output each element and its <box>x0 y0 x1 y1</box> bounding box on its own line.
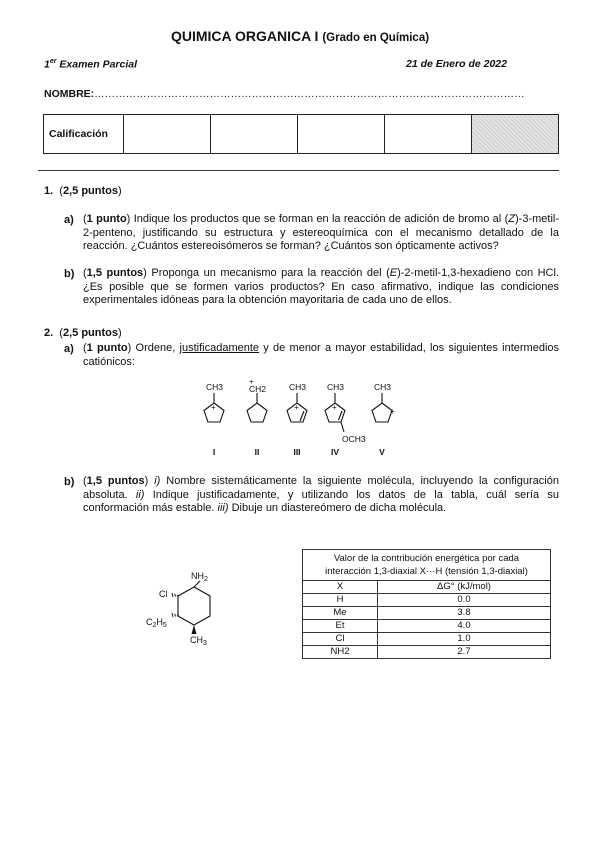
q2a-label: a) <box>64 343 74 355</box>
mol-ch3: $CH_3$ <box>190 635 207 647</box>
struct-III-sub: CH3 <box>289 382 307 392</box>
struct-label: I <box>212 447 216 457</box>
divider <box>38 170 559 171</box>
struct-V-sub: CH3 <box>374 382 392 392</box>
name-field: NOMBRE:…………………………………………………………………………………………………………… <box>44 88 525 100</box>
grade-table <box>43 114 559 154</box>
grade-label: Calificación <box>44 115 124 154</box>
exam-title: QUIMICA ORGANICA I (Grado en Química) <box>170 28 430 44</box>
svg-text:+: + <box>249 380 254 386</box>
q2-heading: 2. (2,5 puntos) <box>44 327 122 339</box>
struct-label: V <box>379 447 385 457</box>
struct-I-sub: CH3 <box>206 382 224 392</box>
struct-II-sub: CH2 <box>249 384 267 394</box>
mol-nh2: $NH_2$ <box>191 571 208 583</box>
table-row: Et 4.0 <box>303 620 551 633</box>
table-row: H 0.0 <box>303 594 551 607</box>
grade-cell <box>211 115 298 154</box>
table-row: Me 3.8 <box>303 607 551 620</box>
table-row: Cl 1.0 <box>303 633 551 646</box>
q1-heading: 1. (2,5 puntos) <box>44 185 122 197</box>
q2a-text: (1 punto) Ordene, justificadamente y de menor a mayor estabilidad, los siguientes intermedios catiónicos: <box>83 342 560 368</box>
q1b-label: b) <box>64 268 75 280</box>
grade-cell <box>385 115 472 154</box>
table-row: NH2 2.7 <box>303 646 551 659</box>
svg-text:+: + <box>211 403 216 412</box>
struct-IV-extra: OCH3 <box>342 434 366 444</box>
cyclohexane-molecule <box>140 565 260 655</box>
svg-text:+: + <box>332 403 337 412</box>
mol-c2h5: $C_2H_5$ <box>146 617 167 629</box>
grade-cell <box>298 115 385 154</box>
grade-cell <box>124 115 211 154</box>
exam-date: 21 de Enero de 2022 <box>406 58 507 70</box>
struct-IV-sub: CH3 <box>327 382 345 392</box>
struct-label: II <box>254 447 260 457</box>
struct-label: III <box>293 447 301 457</box>
q1a-label: a) <box>64 214 74 226</box>
q2b-text: (1,5 puntos) i) Nombre sistemáticamente la siguiente molécula, incluyendo la configuración absoluta. ii) Indique justificadamente, y utilizando los datos de la tabla, cuál sería su conformación más estable. iii) Dibuje un diastereómero de dicha molécula. <box>83 475 559 515</box>
col-x-header: X <box>303 581 378 594</box>
q1a-text: (1 punto) Indique los productos que se forman en la reacción de adición de bromo al (Z)-3-metil-2-penteno, justificando su estructura y estereoquímica con el mecanismo detallado de la reacción. ¿Cuántos estereoisómeros se forman? ¿Cuántos son ópticamente activos? <box>83 213 559 253</box>
exam-label: 1er Examen Parcial <box>44 58 138 71</box>
grade-cell-shaded <box>472 115 559 154</box>
q2b-label: b) <box>64 476 75 488</box>
cation-structures <box>190 380 410 460</box>
q1b-text: (1,5 puntos) Proponga un mecanismo para la reacción del (E)-2-metil-1,3-hexadieno con HCl. ¿Es posible que se formen varios productos? En caso afirmativo, indique las condiciones experimentales idóneas para la obtención mayoritaria de cada uno de ellos. <box>83 267 559 307</box>
svg-text:+: + <box>390 407 395 416</box>
svg-text:+: + <box>294 403 299 412</box>
col-g-header: ΔG° (kJ/mol) <box>378 581 551 594</box>
struct-label: IV <box>330 447 340 457</box>
energy-table-caption: Valor de la contribución energética por cada interacción 1,3-diaxial X···H (tensión 1,3-diaxial) <box>303 550 551 581</box>
energy-table <box>302 549 551 659</box>
mol-cl: Cl <box>159 589 168 599</box>
